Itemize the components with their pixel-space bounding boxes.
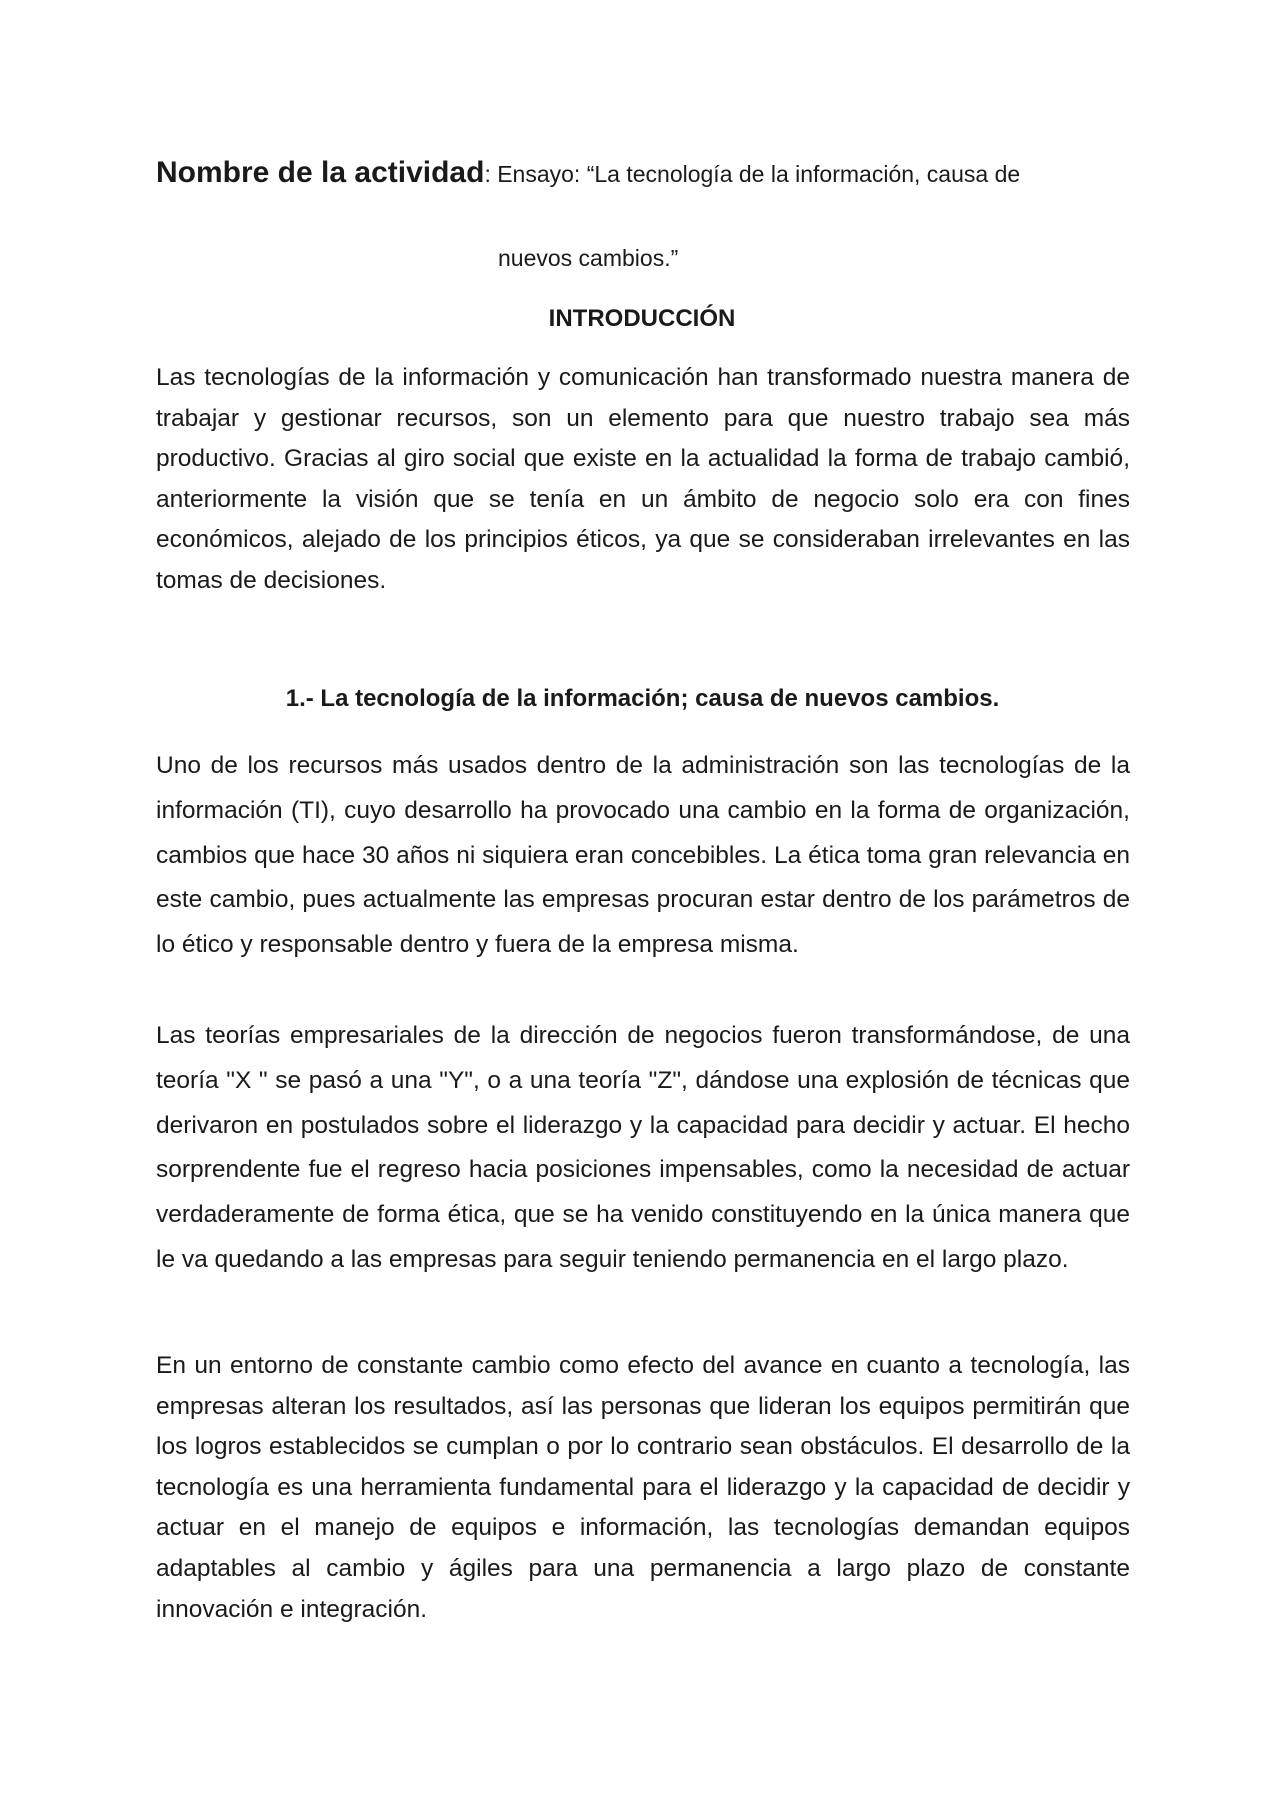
body-paragraph-2: Las teorías empresariales de la dirección de negocios fueron transformándose, de una teoría "X " se pasó a una "Y", o a una teoría "Z", dándose una explosión de técnicas que derivaron en postulados sobre el liderazgo y la capacidad para decidir y actuar. El hecho sorprendente fue el regreso hacia posiciones impensables, como la necesidad de actuar verdaderamente de forma ética, que se ha venido constituyendo en la única manera que le va quedando a las empresas para seguir teniendo permanencia en el largo plazo. (156, 1022, 1130, 1273)
activity-title: : Ensayo: “La tecnología de la información, causa de (484, 161, 1021, 187)
activity-title-continuation: nuevos cambios.” (498, 245, 679, 271)
activity-label: Nombre de la actividad (156, 156, 485, 189)
intro-paragraph: Las tecnologías de la información y comunicación han transformado nuestra manera de trabajar y gestionar recursos, son un elemento para que nuestro trabajo sea más productivo. Gracias al giro social que existe en la actualidad la forma de trabajo cambió, anteriormente la visión que se tenía en un ámbito de negocio solo era con fines económicos, alejado de los principios éticos, ya que se consideraban irrelevantes en las tomas de decisiones. (156, 364, 1130, 594)
intro-heading: INTRODUCCIÓN (548, 305, 736, 332)
body-paragraph-1: Uno de los recursos más usados dentro de la administración son las tecnologías de la información (TI), cuyo desarrollo ha provocado una cambio en la forma de organización, cambios que hace 30 años ni siquiera eran concebibles. La ética toma gran relevancia en este cambio, pues actualmente las empresas procuran estar dentro de los parámetros de lo ético y responsable dentro y fuera de la empresa misma. (156, 752, 1130, 959)
activity-title-line (156, 156, 1136, 190)
body-paragraph-3: En un entorno de constante cambio como efecto del avance en cuanto a tecnología, las empresas alteran los resultados, así las personas que lideran los equipos permitirán que los logros establecidos se cumplan o por lo contrario sean obstáculos. El desarrollo de la tecnología es una herramienta fundamental para el liderazgo y la capacidad de decidir y actuar en el manejo de equipos e información, las tecnologías demandan equipos adaptables al cambio y ágiles para una permanencia a largo plazo de constante innovación e integración. (156, 1352, 1130, 1623)
section-heading: 1.- La tecnología de la información; causa de nuevos cambios. (285, 685, 1000, 712)
